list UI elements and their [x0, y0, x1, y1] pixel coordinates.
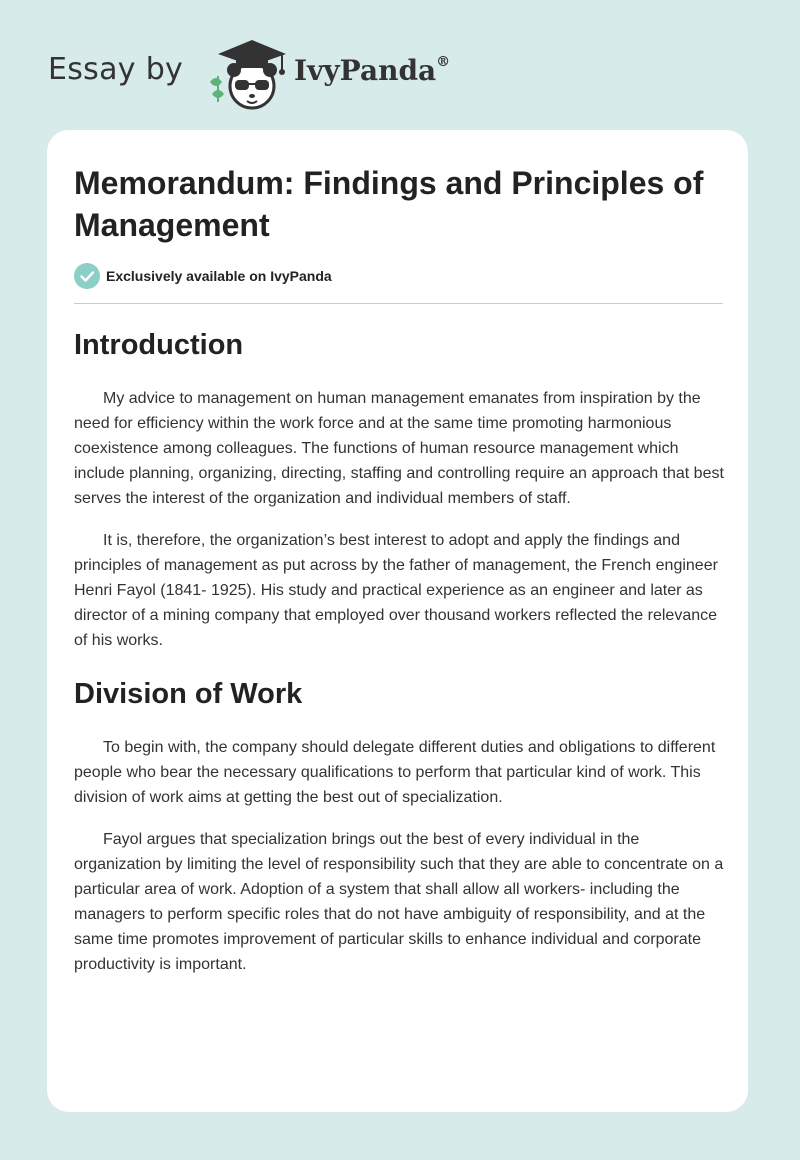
ivypanda-logo-text[interactable] — [294, 54, 450, 87]
section-heading-division-of-work: Division of Work — [74, 678, 303, 710]
page-title: Memorandum: Findings and Principles of Management — [74, 165, 704, 243]
paragraph: Fayol argues that specialization brings out the best of every individual in the organization by limiting the level of responsibility such that they are able to concentrate on a particular area of work. Adoption of a system that shall allow all workers- including the managers to perform specific roles that do not have ambiguity of responsibility, and at the same time promotes improvement of particular skills to enhance individual and corporate productivity is important. — [74, 831, 724, 973]
exclusive-badge — [74, 263, 332, 289]
brand-text: IvyPanda — [294, 54, 437, 87]
paragraph: To begin with, the company should delegate different duties and obligations to different people who bear the necessary qualifications to perform that particular kind of work. This division of work aims at getting the best out of specialization. — [74, 739, 716, 806]
article-card — [47, 130, 748, 1112]
divider — [74, 303, 723, 304]
panda-graduate-icon[interactable] — [202, 36, 290, 112]
exclusive-badge-text: Exclusively available on IvyPanda — [106, 268, 332, 284]
article-body — [74, 324, 724, 977]
essay-by-label: Essay by — [48, 52, 184, 87]
check-circle-icon — [74, 263, 100, 289]
section-heading-introduction: Introduction — [74, 329, 244, 361]
paragraph: It is, therefore, the organization’s best interest to adopt and apply the findings and principles of management as put across by the father of management, the French engineer Henri Fayol (1841- 1925). His study and practical experience as an engineer and later as director of a mining company that employed over thousand workers reflected the relevance of his works. — [74, 532, 718, 649]
registered-mark: ® — [436, 53, 451, 70]
paragraph: My advice to management on human management emanates from inspiration by the need for efficiency within the work force and at the same time promoting harmonious coexistence among colleagues. The functions of human resource management which include planning, organizing, directing, staffing and controlling require an approach that best serves the interest of the organization and individual members of staff. — [74, 390, 724, 507]
site-header — [48, 32, 508, 112]
